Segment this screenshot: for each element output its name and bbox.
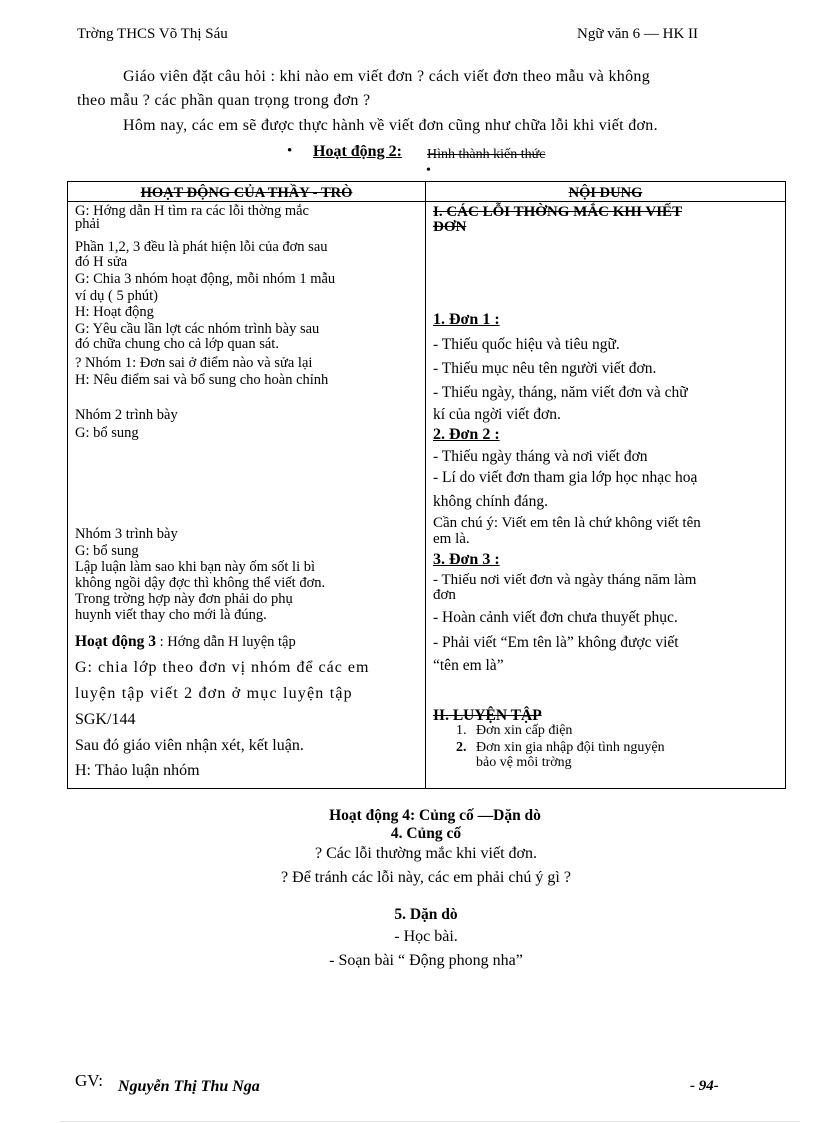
intro-paragraph-2: Hôm nay, các em sẽ được thực hành về viết đơn cũng như chữa lỗi khi viết đơn.: [123, 117, 658, 134]
practice-number-2: 2.: [456, 740, 467, 755]
activity-4-heading: Hoạt động 4: Củng cố —Dặn dò: [329, 807, 541, 824]
intro-line-2: theo mẫu ? các phần quan trọng trong đơn ?: [77, 92, 371, 109]
page-number: - 94-: [690, 1078, 719, 1094]
right-column: [426, 202, 786, 789]
left-line: G: chia lớp theo đơn vị nhóm để các em: [75, 659, 370, 676]
left-column: [68, 202, 426, 789]
page-bottom-divider: [60, 1121, 800, 1122]
left-line: G: Hớng dẫn H tìm ra các lỗi thờng mắc: [75, 203, 309, 219]
section-4-heading: 4. Củng cố: [390, 825, 462, 842]
right-line: - Hoàn cảnh viết đơn chưa thuyết phục.: [433, 609, 678, 626]
form-1-heading: 1. Đơn 1 :: [433, 311, 500, 328]
lesson-table: [67, 181, 786, 789]
form-2-heading: 2. Đơn 2 :: [433, 426, 500, 443]
left-line: Lập luận làm sao khi bạn này ốm sốt li bì: [75, 559, 316, 575]
left-line: đó H sửa: [75, 254, 128, 270]
left-line: Nhóm 3 trình bày: [75, 526, 178, 542]
section-2-heading: II. LUYỆN TẬP: [433, 707, 542, 724]
right-line: - Thiếu mục nêu tên người viết đơn.: [433, 360, 657, 377]
activity-3-label: Hoạt động 3: [75, 633, 156, 650]
right-line: - Phải viết “Em tên là” không được viết: [433, 634, 679, 651]
practice-number-1: 1.: [456, 723, 467, 738]
intro-line-1: Giáo viên đặt câu hỏi : khi nào em viết đơn ? cách viết đơn theo mẫu và không: [123, 68, 650, 85]
practice-item-2: Đơn xin gia nhập đội tình nguyện: [476, 740, 665, 755]
left-line: phải: [75, 216, 100, 232]
right-line: - Thiếu ngày tháng và nơi viết đơn: [433, 448, 648, 465]
left-line: H: Thảo luận nhóm: [75, 762, 200, 779]
left-line: Phần 1,2, 3 đều là phát hiện lỗi của đơn sau: [75, 239, 328, 255]
review-question-2: ? Để tránh các lỗi này, các em phải chú ý gì ?: [281, 869, 571, 886]
form-3-heading: 3. Đơn 3 :: [433, 551, 500, 568]
left-line: ? Nhóm 1: Đơn sai ở điểm nào và sửa lại: [75, 355, 313, 371]
right-line: kí của ngời viết đơn.: [433, 406, 561, 423]
section-1-heading-2: ĐƠN: [433, 219, 467, 235]
left-line: Nhóm 2 trình bày: [75, 407, 178, 423]
practice-item-1: Đơn xin cấp điện: [476, 723, 573, 738]
left-line: huynh viết thay cho mới là đúng.: [75, 607, 267, 623]
practice-item-2-cont: bảo vệ môi trờng: [476, 755, 572, 770]
right-line: em là.: [433, 531, 470, 547]
subject-label: Ngữ văn 6 — HK II: [577, 26, 699, 42]
left-line: Trong trờng hợp này đơn phải do phụ: [75, 591, 293, 607]
bullet-icon-2: •: [426, 163, 431, 178]
right-line: Cần chú ý: Viết em tên là chứ không viết tên: [433, 515, 701, 531]
activity-2-label: Hoạt động 2:: [313, 143, 402, 160]
activity-2-text: Hình thành kiến thức: [427, 147, 546, 162]
right-line: - Thiếu quốc hiệu và tiêu ngữ.: [433, 336, 620, 353]
column-header-activities: HOẠT ĐỘNG CỦA THẦY - TRÒ: [140, 185, 353, 201]
right-line: - Lí do viết đơn tham gia lớp học nhạc hoạ: [433, 469, 698, 486]
left-line: H: Nêu điểm sai và bổ sung cho hoàn chỉnh: [75, 372, 329, 388]
left-line: H: Hoạt động: [75, 304, 154, 320]
right-line: - Thiếu nơi viết đơn và ngày tháng năm làm: [433, 572, 697, 588]
section-1-heading: I. CÁC LỖI THỜNG MẮC KHI VIẾT: [433, 204, 683, 220]
left-line: G: Chia 3 nhóm hoạt động, mỗi nhóm 1 mẫu: [75, 271, 336, 287]
teacher-name: Nguyễn Thị Thu Nga: [118, 1078, 260, 1095]
review-question-1: ? Các lỗi thường mắc khi viết đơn.: [315, 845, 537, 862]
homework-1: - Học bài.: [394, 928, 458, 945]
column-header-content: NỘI DUNG: [568, 185, 643, 201]
section-5-heading: 5. Dặn dò: [394, 906, 458, 923]
activity-3-text: : Hớng dẫn H luyện tập: [155, 634, 296, 650]
right-line: đơn: [433, 587, 456, 603]
left-line: luyện tập viết 2 đơn ở mục luyện tập: [75, 685, 353, 702]
left-line: Sau đó giáo viên nhận xét, kết luận.: [75, 737, 304, 754]
header-left-cell: [68, 182, 426, 202]
teacher-label: GV:: [75, 1071, 104, 1090]
left-line: SGK/144: [75, 711, 136, 728]
right-line: không chính đáng.: [433, 493, 548, 510]
school-name: Trờng THCS Võ Thị Sáu: [77, 26, 228, 42]
left-line: G: bổ sung: [75, 543, 139, 559]
left-line: G: bổ sung: [75, 425, 139, 441]
right-line: “tên em là”: [433, 657, 504, 674]
homework-2: - Soạn bài “ Động phong nha”: [329, 952, 523, 969]
right-line: - Thiếu ngày, tháng, năm viết đơn và chữ: [433, 384, 688, 401]
left-line: đó chữa chung cho cả lớp quan sát.: [75, 336, 279, 352]
bullet-icon: •: [287, 143, 293, 159]
header-right-cell: [426, 182, 786, 202]
left-line: ví dụ ( 5 phút): [75, 288, 158, 304]
left-line: không ngồi dậy đợc thì không thể viết đơn.: [75, 575, 326, 591]
left-line: G: Yêu cầu lần lợt các nhóm trình bày sau: [75, 321, 320, 337]
